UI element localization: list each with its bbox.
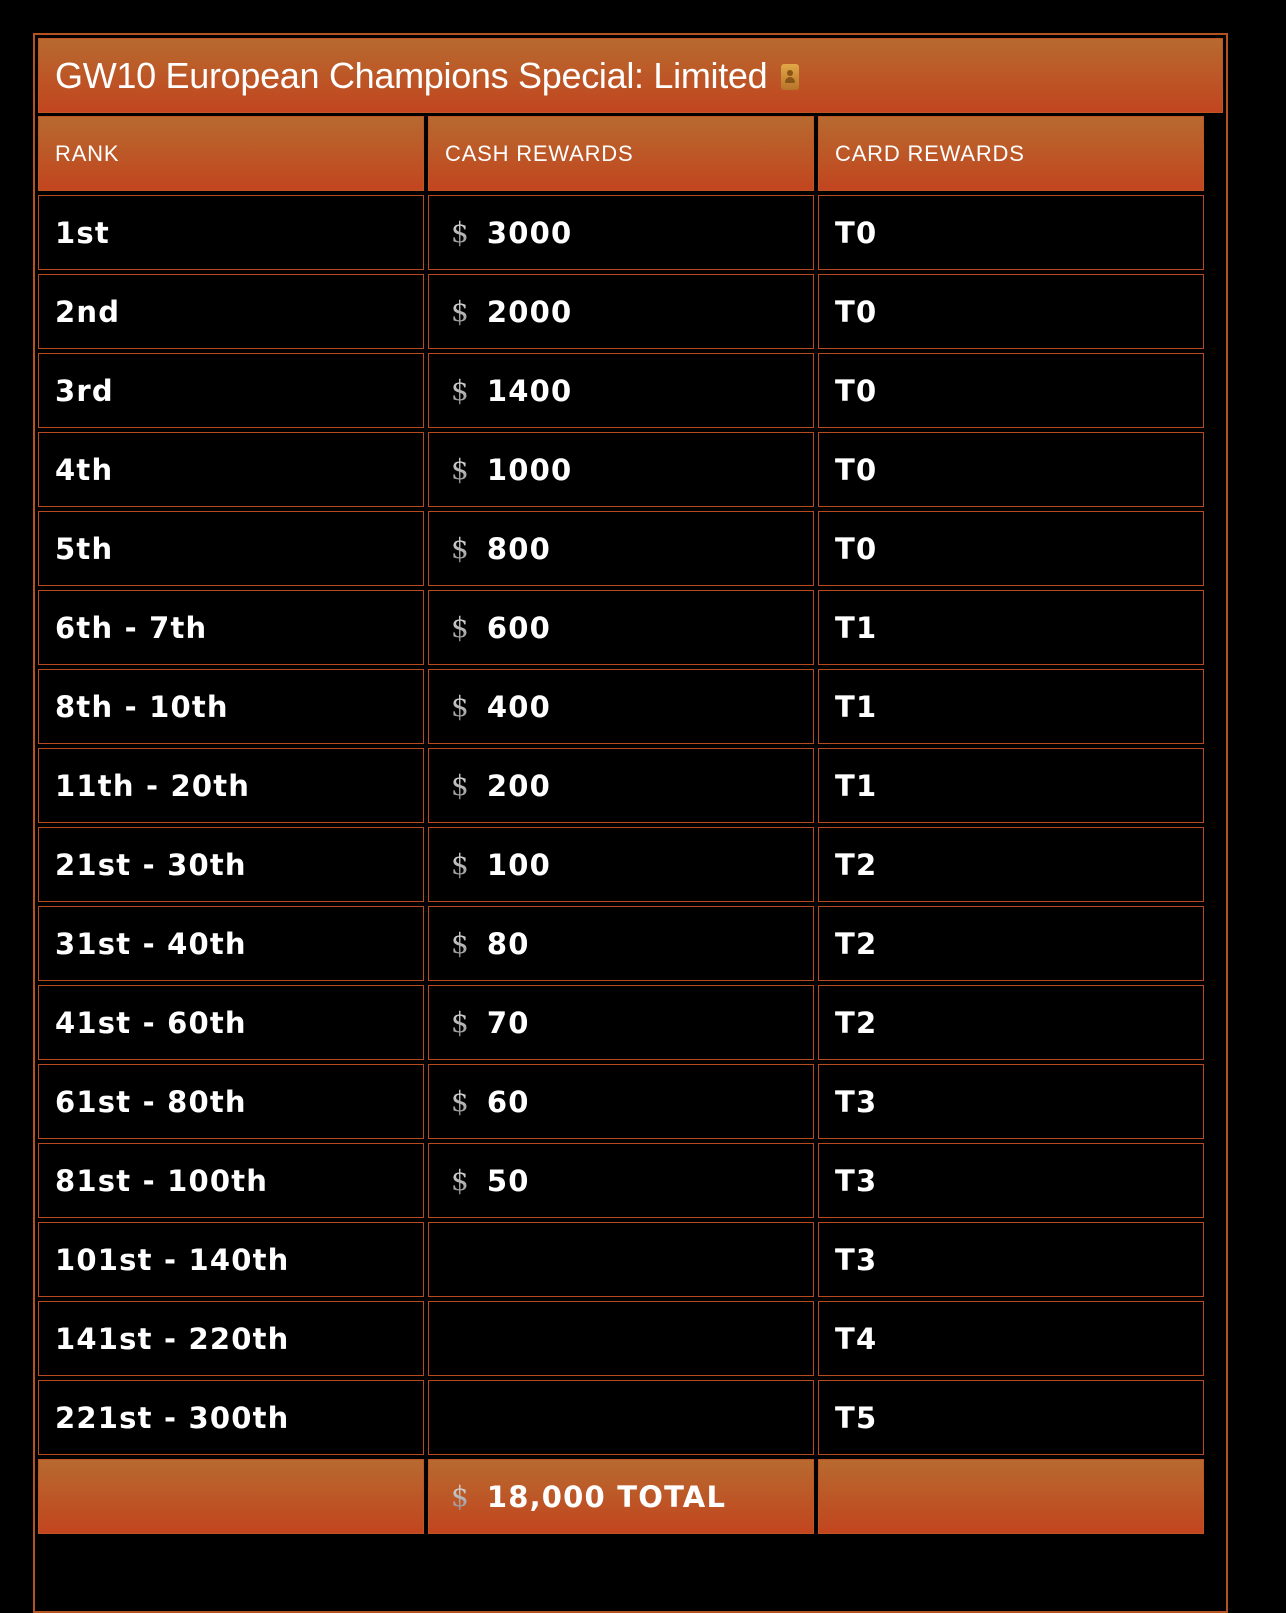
cash-reward-cell <box>428 432 814 507</box>
cash-reward-cell <box>428 195 814 270</box>
dollar-icon: $ <box>451 848 469 881</box>
table-row <box>38 1222 1223 1297</box>
cash-reward-value: 600 <box>486 610 551 645</box>
rank-cell <box>38 1301 424 1376</box>
card-reward-cell <box>818 432 1204 507</box>
rank-value: 221st - 300th <box>55 1400 290 1435</box>
cash-reward-value: 200 <box>486 768 551 803</box>
card-reward-cell <box>818 827 1204 902</box>
card-reward-value: T2 <box>835 1005 878 1040</box>
card-reward-cell <box>818 1380 1204 1455</box>
card-reward-cell <box>818 1301 1204 1376</box>
dollar-icon: $ <box>451 1006 469 1039</box>
card-reward-value: T1 <box>835 768 878 803</box>
table-row <box>38 748 1223 823</box>
rank-cell <box>38 1380 424 1455</box>
header-cash-label: CASH REWARDS <box>445 140 634 166</box>
cash-reward-cell <box>428 511 814 586</box>
cash-reward-value: 1400 <box>486 373 573 408</box>
rank-cell <box>38 669 424 744</box>
header-cash-rewards <box>428 116 814 191</box>
card-reward-cell <box>818 906 1204 981</box>
card-reward-cell <box>818 985 1204 1060</box>
card-reward-value: T4 <box>835 1321 878 1356</box>
footer-empty-cell <box>818 1459 1204 1534</box>
card-reward-value: T1 <box>835 689 878 724</box>
card-reward-value: T5 <box>835 1400 878 1435</box>
rank-value: 81st - 100th <box>55 1163 269 1198</box>
card-reward-cell <box>818 511 1204 586</box>
cash-reward-cell <box>428 669 814 744</box>
cash-reward-cell <box>428 827 814 902</box>
cash-reward-cell <box>428 353 814 428</box>
card-reward-cell <box>818 274 1204 349</box>
rank-cell <box>38 195 424 270</box>
rank-value: 61st - 80th <box>55 1084 247 1119</box>
rank-cell <box>38 590 424 665</box>
card-reward-cell <box>818 1143 1204 1218</box>
table-row <box>38 511 1223 586</box>
rank-cell <box>38 985 424 1060</box>
table-row <box>38 195 1223 270</box>
dollar-icon: $ <box>451 295 469 328</box>
rank-value: 11th - 20th <box>55 768 251 803</box>
table-row <box>38 1143 1223 1218</box>
rank-cell <box>38 906 424 981</box>
rank-cell <box>38 1222 424 1297</box>
title-bar <box>38 38 1223 113</box>
dollar-icon: $ <box>451 769 469 802</box>
cash-reward-cell <box>428 985 814 1060</box>
table-footer-row <box>38 1459 1223 1534</box>
header-card-rewards <box>818 116 1204 191</box>
rank-cell <box>38 748 424 823</box>
cash-reward-cell <box>428 1064 814 1139</box>
card-reward-value: T3 <box>835 1084 878 1119</box>
card-reward-cell <box>818 195 1204 270</box>
rank-cell <box>38 511 424 586</box>
header-card-label: CARD REWARDS <box>835 140 1025 166</box>
rank-value: 141st - 220th <box>55 1321 290 1356</box>
cash-reward-cell <box>428 590 814 665</box>
table-row <box>38 590 1223 665</box>
rank-value: 21st - 30th <box>55 847 247 882</box>
table-row <box>38 1301 1223 1376</box>
cash-reward-value: 50 <box>486 1163 530 1198</box>
card-reward-cell <box>818 353 1204 428</box>
rank-cell <box>38 432 424 507</box>
card-reward-value: T0 <box>835 373 878 408</box>
rank-cell <box>38 827 424 902</box>
dollar-icon: $ <box>451 216 469 249</box>
cash-reward-cell <box>428 906 814 981</box>
player-card-icon <box>781 64 799 90</box>
card-reward-value: T1 <box>835 610 878 645</box>
dollar-icon: $ <box>451 374 469 407</box>
dollar-icon: $ <box>451 690 469 723</box>
dollar-icon: $ <box>451 1085 469 1118</box>
rank-value: 8th - 10th <box>55 689 229 724</box>
cash-reward-value: 100 <box>486 847 551 882</box>
card-reward-cell <box>818 669 1204 744</box>
cash-reward-value: 70 <box>486 1005 530 1040</box>
rank-value: 2nd <box>55 294 121 329</box>
rank-value: 5th <box>55 531 114 566</box>
card-reward-cell <box>818 590 1204 665</box>
rank-value: 101st - 140th <box>55 1242 290 1277</box>
rank-value: 1st <box>55 215 110 250</box>
rank-value: 3rd <box>55 373 114 408</box>
table-row <box>38 1380 1223 1455</box>
header-rank-label: RANK <box>55 140 120 166</box>
cash-reward-cell <box>428 748 814 823</box>
cash-reward-value: 2000 <box>486 294 573 329</box>
card-reward-value: T0 <box>835 215 878 250</box>
rank-cell <box>38 1064 424 1139</box>
footer-empty-cell <box>38 1459 424 1534</box>
card-reward-value: T2 <box>835 847 878 882</box>
cash-reward-value: 3000 <box>486 215 573 250</box>
card-reward-cell <box>818 1064 1204 1139</box>
card-reward-cell <box>818 748 1204 823</box>
card-reward-value: T2 <box>835 926 878 961</box>
dollar-icon: $ <box>451 532 469 565</box>
card-reward-value: T3 <box>835 1163 878 1198</box>
cash-reward-cell <box>428 274 814 349</box>
table-row <box>38 669 1223 744</box>
dollar-icon: $ <box>451 611 469 644</box>
cash-reward-cell <box>428 1301 814 1376</box>
cash-reward-cell <box>428 1380 814 1455</box>
table-row <box>38 353 1223 428</box>
cash-reward-cell <box>428 1222 814 1297</box>
card-reward-cell <box>818 1222 1204 1297</box>
dollar-icon: $ <box>451 1164 469 1197</box>
page-title: GW10 European Champions Special: Limited <box>55 54 768 96</box>
header-rank <box>38 116 424 191</box>
cash-reward-cell <box>428 1143 814 1218</box>
table-body <box>38 195 1223 1455</box>
card-reward-value: T0 <box>835 294 878 329</box>
card-reward-value: T0 <box>835 531 878 566</box>
total-label: 18,000 TOTAL <box>486 1479 727 1514</box>
cash-reward-value: 60 <box>486 1084 530 1119</box>
rank-cell <box>38 1143 424 1218</box>
table-row <box>38 985 1223 1060</box>
cash-reward-value: 80 <box>486 926 530 961</box>
card-reward-value: T0 <box>835 452 878 487</box>
dollar-icon: $ <box>451 1480 469 1513</box>
rank-value: 31st - 40th <box>55 926 247 961</box>
table-row <box>38 432 1223 507</box>
card-reward-value: T3 <box>835 1242 878 1277</box>
rank-value: 6th - 7th <box>55 610 208 645</box>
dollar-icon: $ <box>451 927 469 960</box>
table-row <box>38 827 1223 902</box>
footer-total-cell <box>428 1459 814 1534</box>
cash-reward-value: 800 <box>486 531 551 566</box>
table-row <box>38 274 1223 349</box>
rank-cell <box>38 353 424 428</box>
rank-value: 4th <box>55 452 114 487</box>
dollar-icon: $ <box>451 453 469 486</box>
table-row <box>38 906 1223 981</box>
table-row <box>38 1064 1223 1139</box>
rewards-table <box>38 116 1223 1538</box>
rank-value: 41st - 60th <box>55 1005 247 1040</box>
cash-reward-value: 400 <box>486 689 551 724</box>
cash-reward-value: 1000 <box>486 452 573 487</box>
rewards-panel <box>33 33 1228 1613</box>
table-header-row <box>38 116 1223 191</box>
rank-cell <box>38 274 424 349</box>
